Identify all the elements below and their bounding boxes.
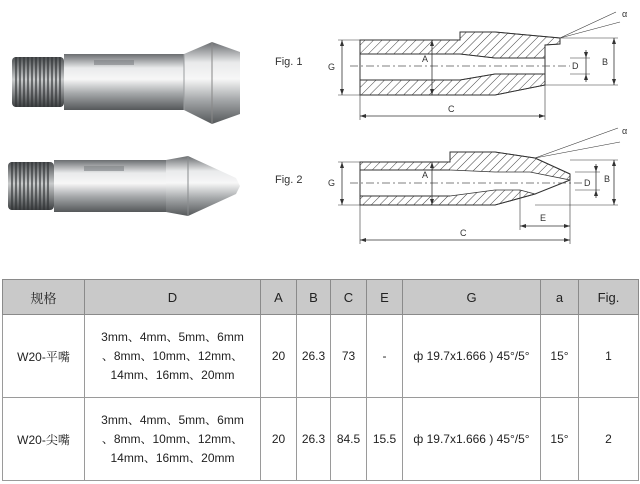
collet-photo-flat — [8, 30, 248, 130]
cell-g: ф 19.7x1.666 ) 45°/5° — [403, 398, 541, 481]
fig1-drawing — [320, 0, 636, 130]
cell-a: 20 — [261, 315, 297, 398]
fig1-dim-alpha: α — [622, 9, 628, 19]
spec-table — [2, 279, 639, 481]
cell-d-line: 、8mm、10mm、12mm、 — [101, 348, 244, 363]
cell-d — [85, 315, 261, 398]
header-d: D — [85, 280, 261, 315]
cell-spec: W20-尖嘴 — [3, 398, 85, 481]
collet-photo-pointed — [8, 152, 248, 222]
header-g: G — [403, 280, 541, 315]
cell-c: 84.5 — [331, 398, 367, 481]
fig2-dim-e: E — [540, 213, 547, 223]
cell-b: 26.3 — [297, 315, 331, 398]
fig2-dim-b: B — [604, 174, 611, 184]
header-spec: 规格 — [3, 280, 85, 315]
cell-e: - — [367, 315, 403, 398]
fig1-dim-d: D — [572, 61, 579, 71]
header-alpha: a — [541, 280, 579, 315]
cell-fig: 1 — [579, 315, 639, 398]
table-row — [3, 315, 639, 398]
cell-a: 20 — [261, 398, 297, 481]
header-e: E — [367, 280, 403, 315]
cell-c: 73 — [331, 315, 367, 398]
table-header-row — [3, 280, 639, 315]
fig2-dim-d: D — [584, 178, 591, 188]
cell-d — [85, 398, 261, 481]
cell-fig: 2 — [579, 398, 639, 481]
fig1-dim-c: C — [448, 104, 455, 114]
fig2-label: Fig. 2 — [275, 174, 303, 186]
table-row — [3, 398, 639, 481]
cell-g: ф 19.7x1.666 ) 45°/5° — [403, 315, 541, 398]
fig1-label: Fig. 1 — [275, 56, 303, 68]
cell-alpha: 15° — [541, 398, 579, 481]
cell-d-line: 14mm、16mm、20mm — [110, 367, 235, 382]
cell-e: 15.5 — [367, 398, 403, 481]
fig2-drawing — [320, 120, 636, 250]
header-a: A — [261, 280, 297, 315]
fig2-dim-g: G — [328, 178, 336, 188]
cell-spec: W20-平嘴 — [3, 315, 85, 398]
cell-alpha: 15° — [541, 315, 579, 398]
fig2-dim-a: A — [422, 170, 429, 180]
fig1-dim-b: B — [602, 57, 609, 67]
fig1-dim-g: G — [328, 62, 336, 72]
fig2-dim-c: C — [460, 228, 467, 238]
header-fig: Fig. — [579, 280, 639, 315]
cell-d-line: 、8mm、10mm、12mm、 — [101, 431, 244, 446]
fig1-dim-a: A — [422, 54, 429, 64]
cell-d-line: 3mm、4mm、5mm、6mm — [101, 329, 244, 344]
cell-d-line: 3mm、4mm、5mm、6mm — [101, 412, 244, 427]
header-c: C — [331, 280, 367, 315]
cell-b: 26.3 — [297, 398, 331, 481]
cell-d-line: 14mm、16mm、20mm — [110, 450, 235, 465]
fig2-dim-alpha: α — [622, 126, 628, 136]
header-b: B — [297, 280, 331, 315]
